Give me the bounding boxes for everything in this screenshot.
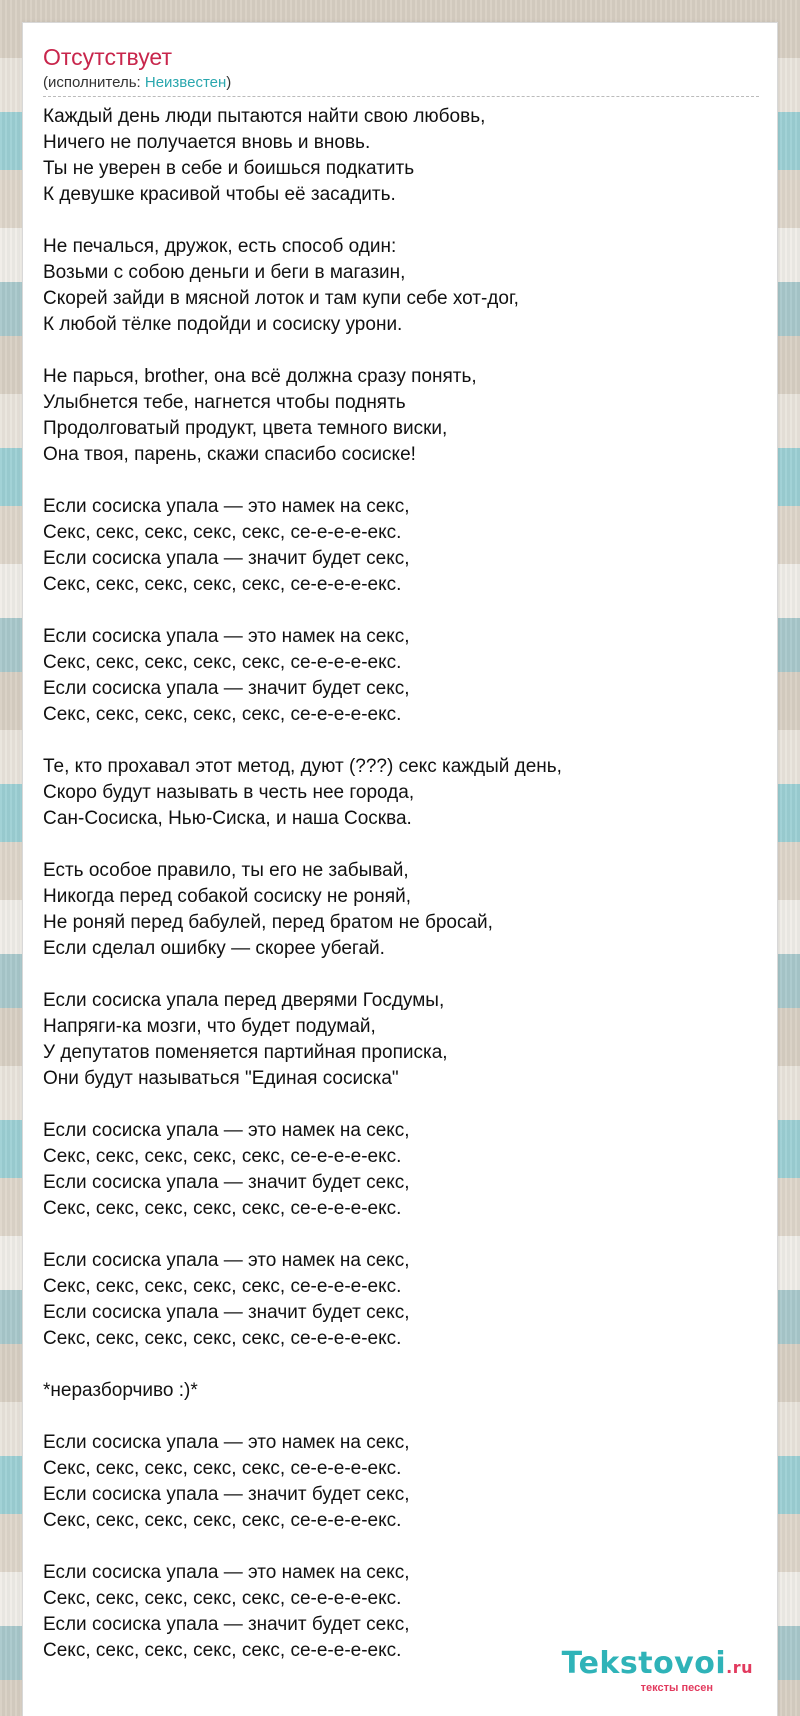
lyrics-line: Улыбнется тебе, нагнется чтобы поднять <box>43 392 406 413</box>
lyrics-line: Секс, секс, секс, секс, секс, се-е-е-е-екс. <box>43 652 402 673</box>
artist-prefix: (исполнитель: <box>43 74 145 91</box>
lyrics-line: Если сосиска упала — значит будет секс, <box>43 1484 410 1505</box>
lyrics-line: Секс, секс, секс, секс, секс, се-е-е-е-екс. <box>43 522 402 543</box>
lyrics-line: Она твоя, парень, скажи спасибо сосиске! <box>43 444 416 465</box>
lyrics-stanza <box>43 858 759 962</box>
lyrics-line: У депутатов поменяется партийная прописка, <box>43 1042 448 1063</box>
lyrics-text <box>43 104 759 1690</box>
lyrics-line: Напряги-ка мозги, что будет подумай, <box>43 1016 376 1037</box>
lyrics-stanza <box>43 624 759 728</box>
lyrics-line: Продолговатый продукт, цвета темного виски, <box>43 418 448 439</box>
lyrics-line: Если сосиска упала — это намек на секс, <box>43 1120 410 1141</box>
lyrics-stanza <box>43 364 759 468</box>
artist-suffix: ) <box>226 74 232 91</box>
lyrics-line: Не роняй перед бабулей, перед братом не бросай, <box>43 912 493 933</box>
lyrics-line: Если сосиска упала — значит будет секс, <box>43 1302 410 1323</box>
lyrics-line: Если сделал ошибку — скорее убегай. <box>43 938 385 959</box>
lyrics-line: Если сосиска упала — значит будет секс, <box>43 548 410 569</box>
lyrics-line: Секс, секс, секс, секс, секс, се-е-е-е-екс. <box>43 1588 402 1609</box>
artist-link[interactable]: Неизвестен <box>144 74 227 91</box>
lyrics-line: Секс, секс, секс, секс, секс, се-е-е-е-екс. <box>43 1458 402 1479</box>
lyrics-line: Если сосиска упала — это намек на секс, <box>43 1250 410 1271</box>
lyrics-stanza <box>43 1118 759 1222</box>
lyrics-line: Если сосиска упала — это намек на секс, <box>43 626 410 647</box>
lyrics-line: Если сосиска упала — значит будет секс, <box>43 1172 410 1193</box>
lyrics-line: Каждый день люди пытаются найти свою любовь, <box>43 106 486 127</box>
lyrics-stanza <box>43 754 759 832</box>
lyrics-stanza <box>43 1378 759 1404</box>
lyrics-line: Если сосиска упала — это намек на секс, <box>43 1432 410 1453</box>
lyrics-line: Никогда перед собакой сосиску не роняй, <box>43 886 411 907</box>
lyrics-line: Ничего не получается вновь и вновь. <box>43 132 371 153</box>
lyrics-card <box>22 22 778 1716</box>
logo-tld: .ru <box>726 1658 753 1677</box>
lyrics-line: Секс, секс, секс, секс, секс, се-е-е-е-екс. <box>43 1328 402 1349</box>
lyrics-line: Есть особое правило, ты его не забывай, <box>43 860 409 881</box>
lyrics-line: Ты не уверен в себе и боишься подкатить <box>43 158 415 179</box>
song-title: Отсутствует <box>43 44 172 70</box>
lyrics-line: Если сосиска упала — это намек на секс, <box>43 1562 410 1583</box>
lyrics-stanza <box>43 1248 759 1352</box>
lyrics-line: Не печалься, дружок, есть способ один: <box>43 236 397 257</box>
lyrics-line: *неразборчиво :)* <box>43 1380 198 1401</box>
site-logo[interactable] <box>562 1648 753 1694</box>
lyrics-line: Если сосиска упала — значит будет секс, <box>43 678 410 699</box>
lyrics-line: К любой тёлке подойди и сосиску урони. <box>43 314 403 335</box>
lyrics-line: Сан-Сосиска, Нью-Сиска, и наша Сосква. <box>43 808 412 829</box>
lyrics-line: Если сосиска упала — это намек на секс, <box>43 496 410 517</box>
lyrics-line: Те, кто прохавал этот метод, дуют (???) секс каждый день, <box>43 756 562 777</box>
lyrics-stanza <box>43 234 759 338</box>
lyrics-line: Если сосиска упала перед дверями Госдумы, <box>43 990 445 1011</box>
lyrics-line: Секс, секс, секс, секс, секс, се-е-е-е-екс. <box>43 1510 402 1531</box>
lyrics-line: Секс, секс, секс, секс, секс, се-е-е-е-екс. <box>43 1640 402 1661</box>
lyrics-stanza <box>43 1430 759 1534</box>
lyrics-line: Возьми с собою деньги и беги в магазин, <box>43 262 406 283</box>
lyrics-stanza <box>43 988 759 1092</box>
lyrics-line: Секс, секс, секс, секс, секс, се-е-е-е-екс. <box>43 704 402 725</box>
logo-tagline: тексты песен <box>640 1682 713 1694</box>
lyrics-line: Секс, секс, секс, секс, секс, се-е-е-е-екс. <box>43 1198 402 1219</box>
lyrics-line: Если сосиска упала — значит будет секс, <box>43 1614 410 1635</box>
lyrics-line: Секс, секс, секс, секс, секс, се-е-е-е-екс. <box>43 574 402 595</box>
lyrics-stanza <box>43 104 759 208</box>
lyrics-line: Скорей зайди в мясной лоток и там купи себе хот-дог, <box>43 288 519 309</box>
lyrics-line: К девушке красивой чтобы её засадить. <box>43 184 396 205</box>
lyrics-line: Секс, секс, секс, секс, секс, се-е-е-е-екс. <box>43 1146 402 1167</box>
artist-line <box>43 74 759 97</box>
lyrics-line: Секс, секс, секс, секс, секс, се-е-е-е-екс. <box>43 1276 402 1297</box>
lyrics-line: Они будут называться "Единая сосиска" <box>43 1068 399 1089</box>
lyrics-stanza <box>43 494 759 598</box>
logo-name: Tekstovoi <box>561 1646 727 1681</box>
lyrics-line: Скоро будут называть в честь нее города, <box>43 782 415 803</box>
lyrics-line: Не парься, brother, она всё должна сразу понять, <box>43 366 477 387</box>
